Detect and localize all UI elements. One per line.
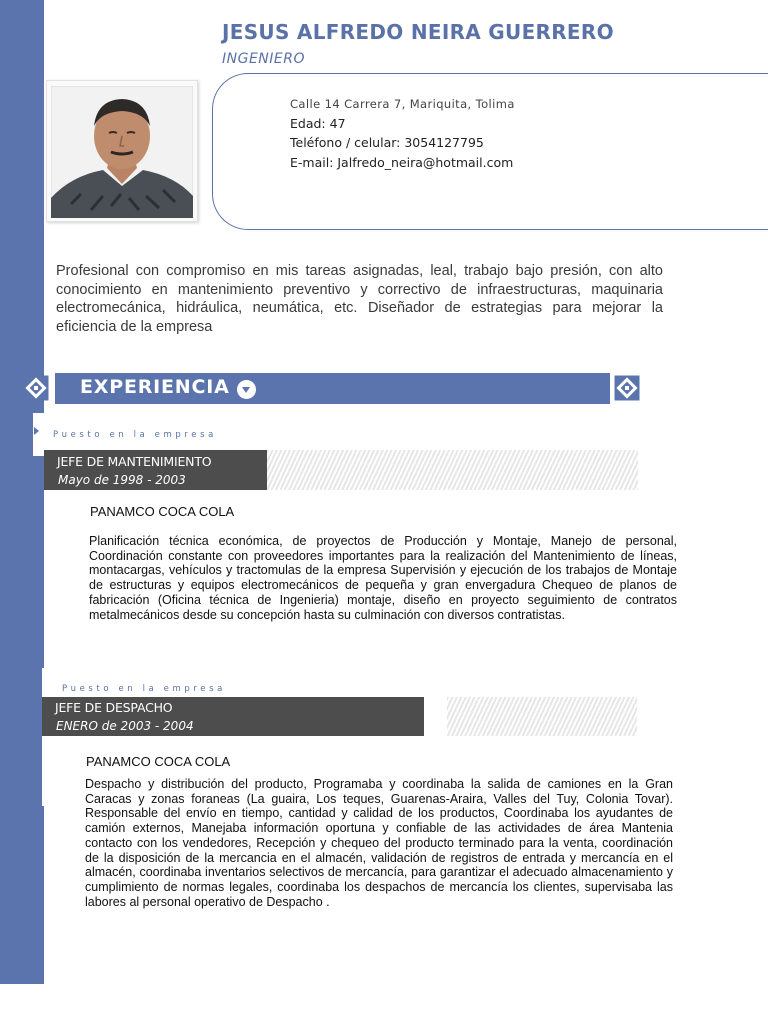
left-accent-bar — [0, 0, 44, 984]
person-photo-icon — [51, 86, 193, 218]
diamond-frame-icon — [23, 375, 49, 401]
contact-email[interactable]: E-mail: Jalfredo_neira@hotmail.com — [290, 155, 514, 170]
job-title: JEFE DE MANTENIMIENTO — [57, 454, 212, 469]
job-description: Despacho y distribución del producto, Programaba y coordinaba la salida de camiones en la Gran Caracas y zonas foraneas (La guaira, Los teques, Guarenas-Araira, Valles del Tuy, Colonia Tovar). Responsable del envío en tiempo, cantidad y calidad de los productos, Coordinaba los ayudantes de camión externos, Manejaba información oportuna y confiable de las actividades de área Mantenia contacto con los vendedores, Recepción y chequeo del producto terminado para la venta, coordinación de la disposición de la mercancia en el almacén, validación de registros de entrada y mercancía en el almacén, coordinaba inventarios selectivos de mercancía, para garantizar el adecuado almacenamiento y cumplimiento de normas legales, coordinaba los despachos de mercancía los clientes, supervisaba las labores al personal operativo de Despacho . — [85, 777, 673, 909]
decorative-hatch — [267, 450, 638, 490]
job-title: JEFE DE DESPACHO — [55, 700, 173, 715]
job-dates: Mayo de 1998 - 2003 — [58, 473, 186, 487]
diamond-frame-icon — [614, 375, 640, 401]
candidate-title: INGENIERO — [222, 51, 305, 67]
job-dates: ENERO de 2003 - 2004 — [56, 719, 194, 733]
job-company: PANAMCO COCA COLA — [90, 504, 235, 519]
contact-phone: Teléfono / celular: 3054127795 — [290, 135, 484, 150]
experience-heading: EXPERIENCIA — [80, 376, 230, 398]
contact-address: Calle 14 Carrera 7, Mariquita, Tolima — [290, 97, 515, 111]
decorative-hatch — [447, 697, 637, 736]
job-description: Planificación técnica económica, de proyectos de Producción y Montaje, Manejo de personal, Coordinación constante con proveedores importantes para la realización del Mantenimiento de líneas, montacargas, vehículos y tractomulas de la empresa Supervisión y ejecución de los trabajos de Montaje de estructuras y equipos electromecánicos de pequeña y gran envergadura Chequeo de planos de fabricación (Oficina técnica de Ingenieria) montaje, diseño en proyecto seguimiento de contratos metalmecánicos desde su concepción hasta su culminación con diversos contratistas. — [89, 534, 677, 622]
contact-age: Edad: 47 — [290, 116, 346, 131]
candidate-name: JESUS ALFREDO NEIRA GUERRERO — [222, 20, 614, 44]
left-bar-notch — [42, 668, 44, 806]
profile-summary: Profesional con compromiso en mis tareas asignadas, leal, trabajo bajo presión, con alto conocimiento en mantenimiento preventivo y correctivo de infraestructuras, maquinaria electromecánica, hidráulica, neumática, etc. Diseñador de estrategias para mejorar la eficiencia de la empresa — [56, 263, 663, 335]
chevron-down-icon[interactable] — [237, 380, 256, 399]
job-company: PANAMCO COCA COLA — [86, 754, 231, 769]
profile-photo — [46, 80, 198, 222]
job-caption: Puesto en la empresa — [53, 430, 217, 440]
job-caption: Puesto en la empresa — [62, 684, 226, 694]
arrow-right-icon — [34, 427, 39, 435]
